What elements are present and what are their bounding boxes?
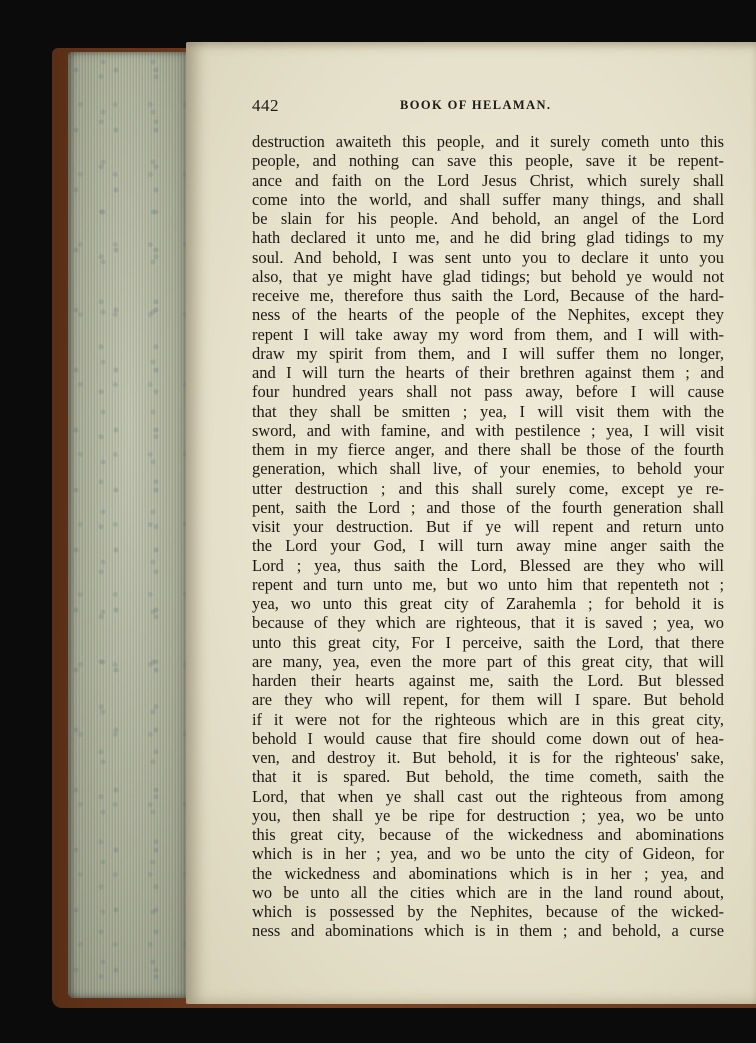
book-page <box>186 42 756 1004</box>
text-line: come into the world, and shall suffer many things, and shall <box>252 189 724 209</box>
text-line: which is in her ; yea, and wo be unto the city of Gideon, for <box>252 844 724 864</box>
text-line: ance and faith on the Lord Jesus Christ, which surely shall <box>252 170 724 190</box>
text-line: draw my spirit from them, and I will suffer them no longer, <box>252 343 724 363</box>
text-line: you, then shall ye be ripe for destruction ; yea, wo be unto <box>252 805 724 825</box>
text-line: ness and abominations which is in them ; and behold, a curse <box>252 921 724 941</box>
text-line: that it is spared. But behold, the time cometh, saith the <box>252 767 724 787</box>
text-line: utter destruction ; and this shall surely come, except ye re- <box>252 478 724 498</box>
body-text <box>252 132 724 941</box>
text-line: unto this great city, For I perceive, saith the Lord, that there <box>252 632 724 652</box>
text-line: if it were not for the righteous which are in this great city, <box>252 709 724 729</box>
text-line: ven, and destroy it. But behold, it is for the righteous' sake, <box>252 748 724 767</box>
text-line: yea, wo unto this great city of Zarahemla ; for behold it is <box>252 594 724 613</box>
text-line: this great city, because of the wickedness and abominations <box>252 825 724 844</box>
text-line: also, that ye might have glad tidings; but behold ye would not <box>252 266 724 286</box>
page-number: 442 <box>252 96 279 115</box>
text-line: wo be unto all the cities which are in the land round about, <box>252 882 724 902</box>
text-line: Lord ; yea, thus saith the Lord, Blessed are they who will <box>252 555 724 575</box>
text-line: pent, saith the Lord ; and those of the fourth generation shall <box>252 497 724 517</box>
text-line: receive me, therefore thus saith the Lord, Because of the hard- <box>252 286 724 305</box>
page-edges <box>68 52 190 998</box>
page-header <box>252 96 752 118</box>
text-line: them in my fierce anger, and there shall be those of the fourth <box>252 440 724 459</box>
text-line: visit your destruction. But if ye will repent and return unto <box>252 517 724 536</box>
text-line: that they shall be smitten ; yea, I will visit them with the <box>252 401 724 421</box>
text-line: Lord, that when ye shall cast out the righteous from among <box>252 786 724 806</box>
text-line: harden their hearts against me, saith the Lord. But blessed <box>252 671 724 690</box>
text-line: the wickedness and abominations which is in her ; yea, and <box>252 863 724 883</box>
text-line: soul. And behold, I was sent unto you to declare it unto you <box>252 247 724 267</box>
text-line: sword, and with famine, and with pestilence ; yea, I will visit <box>252 420 724 440</box>
text-line: because of they which are righteous, that it is saved ; yea, wo <box>252 613 724 633</box>
text-line: repent and turn unto me, but wo unto him that repenteth not ; <box>252 574 724 594</box>
text-line: hath declared it unto me, and he did bring glad tidings to my <box>252 228 724 248</box>
text-line: destruction awaiteth this people, and it surely cometh unto this <box>252 132 724 151</box>
text-line: generation, which shall live, of your enemies, to behold your <box>252 459 724 479</box>
text-line: people, and nothing can save this people, save it be repent- <box>252 151 724 171</box>
text-line: ness of the hearts of the people of the Nephites, except they <box>252 305 724 325</box>
text-line: are they who will repent, for them will I spare. But behold <box>252 690 724 710</box>
text-line: and I will turn the hearts of their brethren against them ; and <box>252 363 724 382</box>
text-line: which is possessed by the Nephites, because of the wicked- <box>252 902 724 921</box>
text-line: be slain for his people. And behold, an angel of the Lord <box>252 209 724 228</box>
text-line: behold I would cause that fire should come down out of hea- <box>252 728 724 748</box>
running-head: BOOK OF HELAMAN. <box>400 98 552 112</box>
text-line: repent I will take away my word from them, and I will with- <box>252 324 724 344</box>
text-line: four hundred years shall not pass away, before I will cause <box>252 382 724 402</box>
text-line: the Lord your God, I will turn away mine anger saith the <box>252 536 724 556</box>
text-line: are many, yea, even the more part of this great city, that will <box>252 651 724 671</box>
